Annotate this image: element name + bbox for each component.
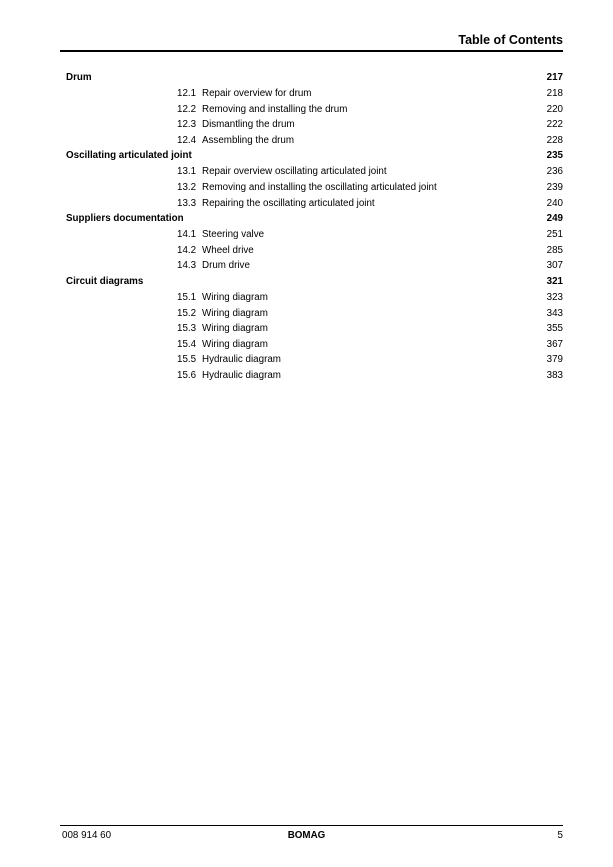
- toc-section-number: 13.1: [177, 166, 197, 178]
- toc-section[interactable]: [66, 306, 563, 322]
- toc-section-page: 355: [546, 323, 563, 335]
- toc-section-page: 218: [546, 88, 563, 99]
- toc-section-page: 379: [546, 354, 563, 366]
- toc-section-title: Repair overview oscillating articulated joint: [202, 166, 387, 178]
- toc-section-number: 12.1: [177, 88, 197, 99]
- toc-section-number: 14.1: [177, 229, 197, 241]
- toc-section-number: 15.5: [177, 354, 197, 366]
- toc-section-title: Wiring diagram: [202, 338, 268, 350]
- toc-section[interactable]: [66, 102, 563, 118]
- toc-section-number: 12.3: [177, 119, 197, 131]
- toc-section-title: Repairing the oscillating articulated joint: [202, 197, 375, 209]
- toc-section[interactable]: [66, 164, 563, 180]
- toc-section-number: 12.4: [177, 134, 197, 146]
- toc-chapter[interactable]: [66, 211, 563, 227]
- toc-chapter[interactable]: [66, 274, 563, 290]
- toc-section-title: Hydraulic diagram: [202, 369, 281, 381]
- toc-section-title: Hydraulic diagram: [202, 354, 281, 366]
- toc-section-page: 343: [546, 307, 563, 319]
- toc-section[interactable]: [66, 243, 563, 259]
- toc-section[interactable]: [66, 337, 563, 353]
- toc-section-page: 307: [546, 260, 563, 272]
- toc-section[interactable]: [66, 258, 563, 274]
- toc-chapter-page: 217: [546, 72, 563, 83]
- toc-section-page: 383: [546, 369, 563, 381]
- toc-chapter[interactable]: [66, 148, 563, 164]
- toc-section-title: Steering valve: [202, 229, 265, 241]
- toc-section-page: 228: [546, 134, 563, 146]
- toc-chapter[interactable]: [66, 70, 563, 86]
- toc-section[interactable]: [66, 227, 563, 243]
- toc-section[interactable]: [66, 290, 563, 306]
- toc-section-page: 240: [546, 197, 563, 209]
- toc-section[interactable]: [66, 86, 563, 102]
- header-divider: [60, 50, 563, 52]
- footer-divider: [60, 825, 563, 826]
- toc-section-title: Removing and installing the oscillating articulated joint: [202, 181, 437, 193]
- toc-chapter-title: Oscillating articulated joint: [66, 150, 192, 162]
- toc-section-number: 15.3: [177, 323, 197, 335]
- toc-section-page: 236: [546, 166, 563, 178]
- toc-chapter-page: 321: [546, 275, 563, 287]
- toc-section[interactable]: [66, 133, 563, 149]
- toc-section-page: 222: [546, 119, 563, 131]
- toc-section-title: Wiring diagram: [202, 323, 268, 335]
- toc-section-number: 13.3: [177, 197, 197, 209]
- toc-section-page: 285: [546, 244, 563, 256]
- toc-section-page: 239: [546, 181, 563, 193]
- brand-name: BOMAG: [287, 830, 326, 841]
- toc-section-number: 15.2: [177, 307, 197, 319]
- toc-section-number: 15.6: [177, 369, 197, 381]
- toc-section-number: 13.2: [177, 181, 197, 193]
- toc-section-number: 12.2: [177, 103, 197, 115]
- toc-section-page: 251: [546, 229, 563, 241]
- toc-section-title: Drum drive: [202, 260, 250, 272]
- toc-section-number: 14.2: [177, 244, 197, 256]
- toc-section[interactable]: [66, 196, 563, 212]
- toc-section-title: Repair overview for drum: [202, 88, 312, 99]
- toc-section-number: 14.3: [177, 260, 197, 272]
- toc-section[interactable]: [66, 117, 563, 133]
- toc-section-title: Assembling the drum: [202, 134, 295, 146]
- toc-chapter-title: Suppliers documentation: [66, 213, 184, 225]
- document-number: 008 914 60: [62, 830, 112, 841]
- toc-section-page: 367: [546, 338, 563, 350]
- toc-section-number: 15.1: [177, 291, 197, 303]
- toc-section-title: Dismantling the drum: [202, 119, 295, 131]
- page-number: 5: [557, 830, 563, 841]
- toc-section-page: 323: [546, 291, 563, 303]
- toc-chapter-title: Drum: [66, 72, 92, 83]
- table-of-contents: [66, 70, 563, 384]
- toc-section[interactable]: [66, 180, 563, 196]
- toc-section-title: Wiring diagram: [202, 291, 268, 303]
- toc-chapter-page: 235: [546, 150, 563, 162]
- toc-section-number: 15.4: [177, 338, 197, 350]
- toc-section[interactable]: [66, 368, 563, 384]
- toc-chapter-page: 249: [546, 213, 563, 225]
- toc-chapter-title: Circuit diagrams: [66, 275, 144, 287]
- page-title: Table of Contents: [458, 33, 563, 47]
- toc-section-title: Wheel drive: [202, 244, 254, 256]
- toc-section-page: 220: [546, 103, 563, 115]
- toc-section-title: Wiring diagram: [202, 307, 268, 319]
- toc-section[interactable]: [66, 352, 563, 368]
- toc-section[interactable]: [66, 321, 563, 337]
- toc-section-title: Removing and installing the drum: [202, 103, 348, 115]
